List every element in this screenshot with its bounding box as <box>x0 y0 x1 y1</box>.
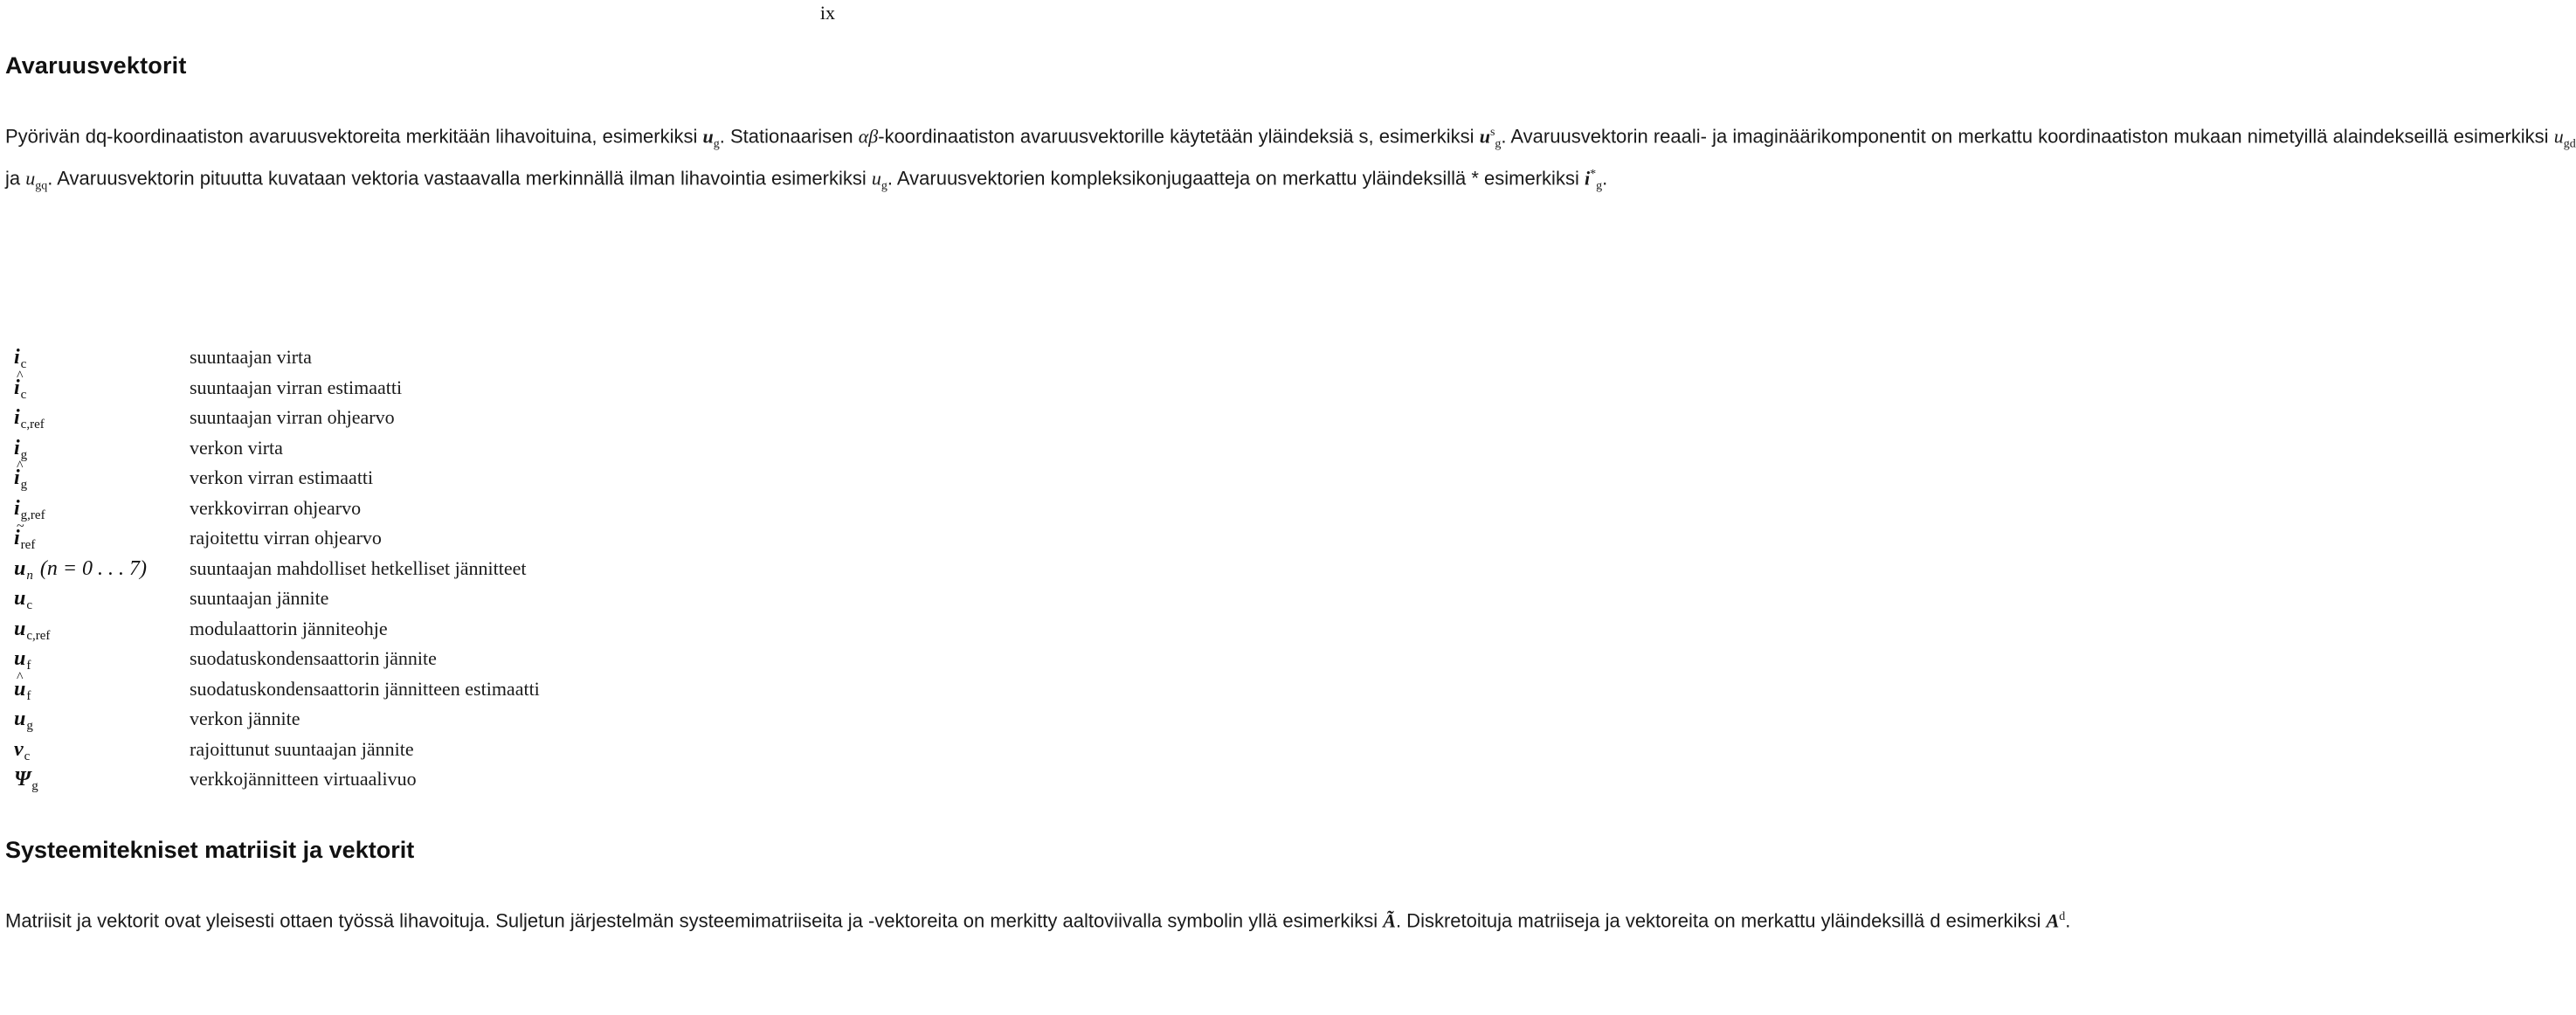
symbol-row <box>14 644 800 674</box>
symbol-description: rajoitettu virran ohjearvo <box>190 527 382 549</box>
symbol-base: u <box>14 617 26 640</box>
symbol-base: u <box>14 587 26 610</box>
symbol-base: ^ i <box>14 373 20 403</box>
symbol-row <box>14 342 800 373</box>
symbol-row <box>14 463 800 494</box>
symbol-description: suuntaajan virta <box>190 346 312 368</box>
symbol-base: u <box>14 708 26 730</box>
symbol-description: verkkojännitteen virtuaalivuo <box>190 768 417 790</box>
system-matrices-paragraph: Matriisit ja vektorit ovat yleisesti ottaen työssä lihavoituja. Suljetun järjestelmän systeemimatriiseita ja -vektoreita on merkitty aaltoviivalla symbolin yllä esimerkiksi Ã. Diskretoituja matriiseja ja vektoreita on merkattu yläindeksillä d esimerkiksi $A^d$. <box>5 909 2071 932</box>
symbol-row <box>14 494 800 524</box>
symbol-description: verkon virta <box>190 436 283 459</box>
symbol-row <box>14 373 800 404</box>
symbol <box>14 764 38 801</box>
symbol-row <box>14 674 800 705</box>
symbol-base: ~ i <box>14 523 20 553</box>
symbol-row <box>14 764 800 795</box>
symbol-subscript: g <box>31 779 38 793</box>
symbol-subscript: g,ref <box>20 508 45 522</box>
symbol-description: suuntaajan jännite <box>190 587 329 609</box>
symbol-subscript: f <box>26 688 31 703</box>
symbol-row <box>14 704 800 735</box>
symbol-base: ^ i <box>14 463 20 493</box>
symbol-row <box>14 523 800 554</box>
symbol-subscript: f <box>26 659 31 673</box>
symbol-base: v <box>14 737 24 761</box>
symbol-description: suodatuskondensaattorin jännitteen estimaatti <box>190 677 540 700</box>
page-number: ix <box>819 2 835 24</box>
symbol-base: u <box>14 647 26 670</box>
symbol-base: i <box>14 406 20 429</box>
symbol-list <box>14 342 800 795</box>
symbol-subscript: n <box>26 568 33 583</box>
symbol-subscript: g <box>26 719 33 733</box>
section-title-system-matrices: Systeemitekniset matriisit ja vektorit <box>5 837 415 863</box>
symbol-row <box>14 554 800 584</box>
symbol-row <box>14 403 800 433</box>
symbol-subscript: c <box>24 749 31 763</box>
symbol-description: modulaattorin jänniteohje <box>190 617 388 639</box>
symbol-base: Ψ <box>14 768 31 791</box>
symbol-row <box>14 433 800 464</box>
symbol-subscript: g <box>20 447 28 462</box>
symbol-subscript: c <box>20 387 27 402</box>
symbol-description: suodatuskondensaattorin jännite <box>190 647 437 669</box>
symbol-subscript: ref <box>20 538 36 552</box>
symbol-base: u <box>14 556 26 580</box>
symbol-description: rajoittunut suuntaajan jännite <box>190 737 414 760</box>
symbol-row <box>14 614 800 645</box>
symbol-description: suuntaajan virran ohjearvo <box>190 406 395 428</box>
symbol-description: verkkovirran ohjearvo <box>190 496 362 519</box>
symbol-subscript: c,ref <box>20 418 45 432</box>
symbol-range: (n = 0 . . . 7) <box>39 556 148 580</box>
symbol-subscript: c <box>26 598 33 612</box>
symbol-base: i <box>14 436 20 459</box>
symbol-description: suuntaajan virran estimaatti <box>190 376 403 398</box>
section-title-space-vectors: Avaruusvektorit <box>5 52 187 79</box>
symbol-base: i <box>14 346 20 369</box>
symbol-row <box>14 735 800 765</box>
symbol-subscript: c <box>20 357 27 371</box>
symbol-base: ^ u <box>14 674 25 704</box>
symbol-row <box>14 583 800 614</box>
symbol-description: verkon jännite <box>190 708 300 729</box>
symbol-description: verkon virran estimaatti <box>190 466 374 488</box>
symbol-subscript: g <box>20 478 28 492</box>
symbol-base: i <box>14 496 20 520</box>
space-vectors-paragraph: Pyörivän dq-koordinaatiston avaruusvektoreita merkitään lihavoituina, esimerkiksi $u_g$. Stationaarisen αβ-koordinaatiston avaruusvektorille käytetään yläindeksiä s, esimerkiksi $u^s_g$. Avaruusvektorin reaali- ja imaginäärikomponentit on merkattu koordinaatiston mukaan nimetyillä alaindekseillä esimerkiksi $u_{gd}$ ja $u_{gq}$. Avaruusvektorin pituutta kuvataan vektoria vastaavalla merkinnällä ilman lihavointia esimerkiksi $u_g$. Avaruusvektorien kompleksikonjugaatteja on merkattu yläindeksillä * esimerkiksi $i^*_g$. <box>5 125 2576 193</box>
symbol-subscript: c,ref <box>26 628 51 643</box>
symbol-description: suuntaajan mahdolliset hetkelliset jännitteet <box>190 556 527 579</box>
